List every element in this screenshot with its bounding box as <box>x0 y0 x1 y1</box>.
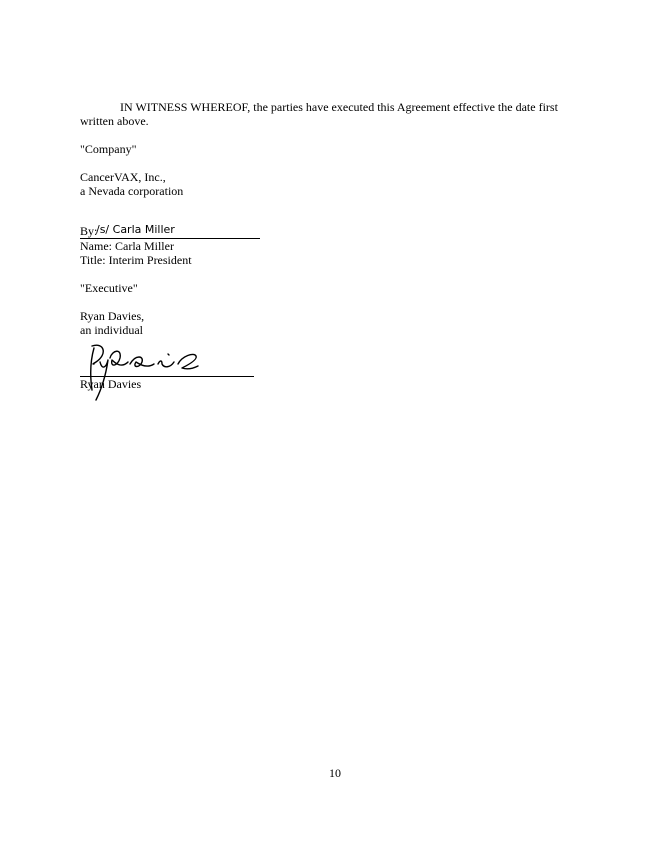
company-signer-name: Name: Carla Miller <box>80 239 174 253</box>
company-entity: a Nevada corporation <box>80 184 184 198</box>
executive-entity: an individual <box>80 323 143 337</box>
company-heading: "Company" <box>80 142 137 156</box>
executive-name: Ryan Davies, <box>80 309 145 323</box>
by-label: By: <box>80 224 98 238</box>
executive-heading: "Executive" <box>80 281 138 295</box>
company-signature-line <box>80 224 260 239</box>
company-typed-signature: /s/ Carla Miller <box>96 223 175 236</box>
executive-signer-name: Ryan Davies <box>80 377 142 391</box>
witness-paragraph: IN WITNESS WHEREOF, the parties have executed this Agreement effective the date first written above. <box>80 100 558 128</box>
company-name: CancerVAX, Inc., <box>80 170 166 184</box>
company-signer-title: Title: Interim President <box>80 253 192 267</box>
page-number: 10 <box>329 766 341 780</box>
handwritten-signature <box>86 340 206 402</box>
